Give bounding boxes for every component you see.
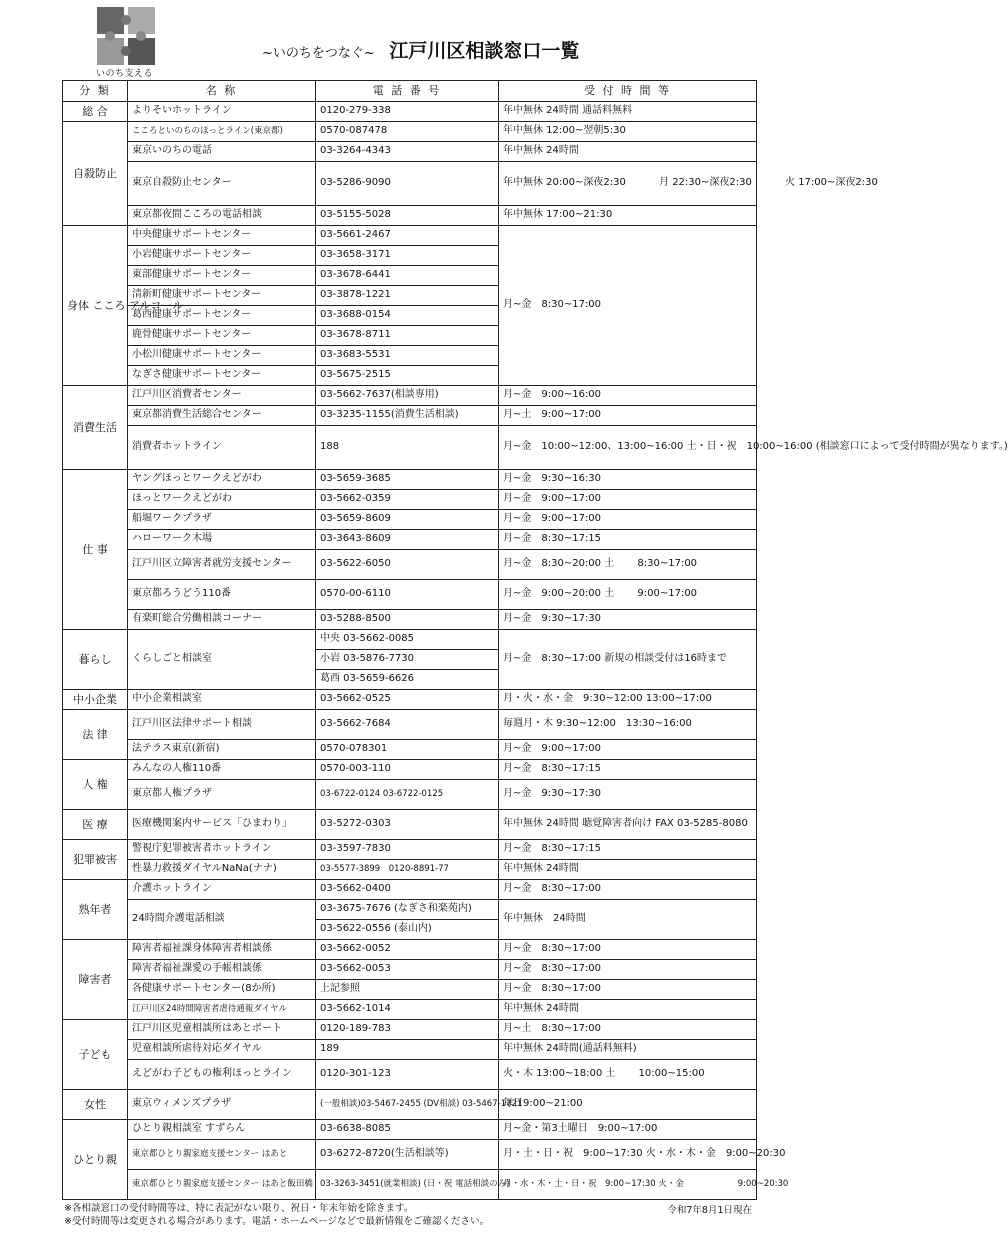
- hours-cell: 月~金 9:00~17:00: [499, 740, 757, 760]
- phone-number: 03-3643-8609: [316, 530, 499, 550]
- table-row: [63, 142, 757, 162]
- phone-number: (一般相談)03-5467-2455 (DV相談) 03-5467-1721: [316, 1090, 499, 1120]
- hours-cell: 月~金 9:30~17:30: [499, 780, 757, 810]
- service-name: 葛西健康サポートセンター: [128, 306, 316, 326]
- category-cell: 人 権: [63, 760, 128, 810]
- table-row: [63, 1140, 757, 1170]
- table-row: [63, 740, 757, 760]
- phone-number: 0570-003-110: [316, 760, 499, 780]
- table-row: [63, 226, 757, 246]
- hours-cell: 月~土 9:00~17:00: [499, 406, 757, 426]
- phone-number: 03-3678-6441: [316, 266, 499, 286]
- hours-cell: 毎週月・木 9:30~12:00 13:30~16:00: [499, 710, 757, 740]
- service-name: 東京都ろうどう110番: [128, 580, 316, 610]
- table-row: [63, 550, 757, 580]
- phone-number: 03-5272-0303: [316, 810, 499, 840]
- phone-number: 03-5662-0052: [316, 940, 499, 960]
- col-phone-header: 電 話 番 号: [316, 81, 499, 102]
- phone-number: 03-5659-3685: [316, 470, 499, 490]
- table-row: [63, 900, 757, 920]
- phone-number: 03-3658-3171: [316, 246, 499, 266]
- table-body: [63, 102, 1008, 1200]
- service-name: ハローワーク木場: [128, 530, 316, 550]
- table-row: [63, 610, 757, 630]
- phone-number: 0570-078301: [316, 740, 499, 760]
- hours-cell: 月~金 9:30~16:30: [499, 470, 757, 490]
- service-name: 性暴力救援ダイヤルNaNa(ナナ): [128, 860, 316, 880]
- hours-cell: 月~金 9:30~17:30: [499, 610, 757, 630]
- table-row: [63, 960, 757, 980]
- phone-number: 03-5675-2515: [316, 366, 499, 386]
- phone-number: 188: [316, 426, 499, 470]
- hours-cell: 年中無休 24時間: [499, 1000, 757, 1020]
- phone-number: 03-3878-1221: [316, 286, 499, 306]
- table-row: [63, 1090, 757, 1120]
- hours-cell: 年中無休 24時間: [499, 900, 757, 940]
- hours-cell: 年中無休 17:00~21:30: [499, 206, 757, 226]
- footer-note: ※受付時間等は変更される場合があります。電話・ホームページなどで最新情報をご確認ください。: [64, 1216, 490, 1228]
- phone-number: 0120-301-123: [316, 1060, 499, 1090]
- hours-cell: 月・土・日・祝 9:00~17:30 火・水・木・金 9:00~20:30: [499, 1140, 757, 1170]
- table-row: [63, 1020, 757, 1040]
- phone-number: 03-5577-3899 0120-8891-77: [316, 860, 499, 880]
- hours-cell: 月~金 8:30~17:00: [499, 960, 757, 980]
- service-name: こころといのちのほっとライン(東京都): [128, 122, 316, 142]
- service-name: 東京いのちの電話: [128, 142, 316, 162]
- category-cell: 犯罪被害: [63, 840, 128, 880]
- service-name: 医療機関案内サービス「ひまわり」: [128, 810, 316, 840]
- service-name: 有楽町総合労働相談コーナー: [128, 610, 316, 630]
- phone-number: 03-3597-7830: [316, 840, 499, 860]
- phone-number: 03-5662-7684: [316, 710, 499, 740]
- table-row: [63, 710, 757, 740]
- table-row: [63, 1170, 757, 1200]
- service-name: 江戸川区24時間障害者虐待通報ダイヤル: [128, 1000, 316, 1020]
- logo-caption: いのち支える: [96, 69, 154, 79]
- phone-number: 03-5662-0359: [316, 490, 499, 510]
- phone-number: 03-5662-7637(相談専用): [316, 386, 499, 406]
- hours-cell: 月~金・第3土曜日 9:00~17:00: [499, 1120, 757, 1140]
- table-row: [63, 1060, 757, 1090]
- hours-cell: 年中無休 24時間: [499, 860, 757, 880]
- table-row: [63, 690, 757, 710]
- service-name: 中央健康サポートセンター: [128, 226, 316, 246]
- table-row: [63, 470, 757, 490]
- table-row: [63, 162, 757, 206]
- category-cell: 法 律: [63, 710, 128, 760]
- service-name: 東京都人権プラザ: [128, 780, 316, 810]
- phone-number: 03-3675-7676 (なぎさ和楽苑内): [316, 900, 499, 920]
- category-cell: 自殺防止: [63, 122, 128, 226]
- phone-number: 03-5662-0053: [316, 960, 499, 980]
- hours-cell: 年中無休 24時間: [499, 142, 757, 162]
- phone-number: 03-6722-0124 03-6722-0125: [316, 780, 499, 810]
- phone-number: 03-5155-5028: [316, 206, 499, 226]
- service-name: 船堀ワークプラザ: [128, 510, 316, 530]
- phone-number: 03-3263-3451(就業相談) (日・祝 電話相談のみ): [316, 1170, 499, 1200]
- page-tagline: ~いのちをつなぐ~: [262, 46, 375, 61]
- hours-cell: 月・水・木・土・日・祝 9:00~17:30 火・金 9:00~20:30: [499, 1170, 757, 1200]
- service-name: 介護ホットライン: [128, 880, 316, 900]
- table-row: [63, 980, 757, 1000]
- service-name: 江戸川区児童相談所はあとポート: [128, 1020, 316, 1040]
- table-row: [63, 206, 757, 226]
- hours-cell: 年中無休 24時間 通話料無料: [499, 102, 757, 122]
- table-row: [63, 760, 757, 780]
- service-name: 法テラス東京(新宿): [128, 740, 316, 760]
- service-name: 清新町健康サポートセンター: [128, 286, 316, 306]
- category-cell: 総 合: [63, 102, 128, 122]
- category-cell: 障害者: [63, 940, 128, 1020]
- hours-cell: 年中無休 20:00~深夜2:30 月 22:30~深夜2:30 火 17:00~深夜2:30: [499, 162, 757, 206]
- service-name: みんなの人権110番: [128, 760, 316, 780]
- phone-number: 03-3688-0154: [316, 306, 499, 326]
- service-name: 東部健康サポートセンター: [128, 266, 316, 286]
- consultation-table: [62, 80, 1008, 1200]
- phone-number: 03-5659-8609: [316, 510, 499, 530]
- hours-cell: 月~金 8:30~17:00: [499, 880, 757, 900]
- category-cell: 医 療: [63, 810, 128, 840]
- col-category-header: 分 類: [63, 81, 128, 102]
- hours-cell: 月~金 8:30~17:15: [499, 840, 757, 860]
- service-name: ほっとワークえどがわ: [128, 490, 316, 510]
- category-cell: 中小企業: [63, 690, 128, 710]
- service-name: なぎさ健康サポートセンター: [128, 366, 316, 386]
- hours-cell: 月~金 9:00~17:00: [499, 510, 757, 530]
- service-name: ヤングほっとワークえどがわ: [128, 470, 316, 490]
- table-row: [63, 102, 757, 122]
- table-row: [63, 122, 757, 142]
- hours-cell: 月~土 8:30~17:00: [499, 1020, 757, 1040]
- table-row: [63, 1000, 757, 1020]
- table-row: [63, 406, 757, 426]
- hours-cell: 毎日9:00~21:00: [499, 1090, 757, 1120]
- service-name: 小松川健康サポートセンター: [128, 346, 316, 366]
- category-cell: ひとり親: [63, 1120, 128, 1200]
- phone-number: 小岩 03-5876-7730: [316, 650, 499, 670]
- service-name: よりそいホットライン: [128, 102, 316, 122]
- page-title-text: 江戸川区相談窓口一覧: [389, 40, 580, 62]
- service-name: えどがわ子どもの権利ほっとライン: [128, 1060, 316, 1090]
- service-name: 東京都夜間こころの電話相談: [128, 206, 316, 226]
- hours-cell: 火・木 13:00~18:00 土 10:00~15:00: [499, 1060, 757, 1090]
- service-name: 消費者ホットライン: [128, 426, 316, 470]
- table-row: [63, 426, 757, 470]
- service-name: 江戸川区法律サポート相談: [128, 710, 316, 740]
- hours-cell: 月~金 9:00~16:00: [499, 386, 757, 406]
- service-name: くらしごと相談室: [128, 630, 316, 690]
- phone-number: 03-5661-2467: [316, 226, 499, 246]
- service-name: 鹿骨健康サポートセンター: [128, 326, 316, 346]
- hours-cell: 月~金 8:30~17:15: [499, 760, 757, 780]
- table-row: [63, 580, 757, 610]
- service-name: 小岩健康サポートセンター: [128, 246, 316, 266]
- phone-number: 0120-279-338: [316, 102, 499, 122]
- category-cell: 女性: [63, 1090, 128, 1120]
- table-row: [63, 940, 757, 960]
- category-cell: 仕 事: [63, 470, 128, 630]
- phone-number: 03-3235-1155(消費生活相談): [316, 406, 499, 426]
- table-row: [63, 1120, 757, 1140]
- page-title: [262, 36, 579, 63]
- hours-cell: 年中無休 24時間(通話料無料): [499, 1040, 757, 1060]
- service-name: 中小企業相談室: [128, 690, 316, 710]
- phone-number: 03-5662-1014: [316, 1000, 499, 1020]
- hours-cell: 年中無休 12:00~翌朝5:30: [499, 122, 757, 142]
- phone-number: 03-3678-8711: [316, 326, 499, 346]
- phone-number: 葛西 03-5659-6626: [316, 670, 499, 690]
- hours-cell: 月~金 10:00~12:00、13:00~16:00 土・日・祝 10:00~16:00 (相談窓口によって受付時間が異なります。): [499, 426, 757, 470]
- phone-number: 03-5288-8500: [316, 610, 499, 630]
- category-cell: 熟年者: [63, 880, 128, 940]
- service-name: 東京自殺防止センター: [128, 162, 316, 206]
- table-row: [63, 840, 757, 860]
- phone-number: 03-5622-0556 (泰山内): [316, 920, 499, 940]
- table-header-row: [63, 81, 757, 102]
- footer-notes: [64, 1202, 489, 1229]
- service-name: 児童相談所虐待対応ダイヤル: [128, 1040, 316, 1060]
- col-hours-header: 受 付 時 間 等: [499, 81, 757, 102]
- service-name: 各健康サポートセンター(8か所): [128, 980, 316, 1000]
- phone-number: 0570-00-6110: [316, 580, 499, 610]
- service-name: ひとり親相談室 すずらん: [128, 1120, 316, 1140]
- table-row: [63, 860, 757, 880]
- table-row: [63, 530, 757, 550]
- hours-cell: 年中無休 24時間 聴覚障害者向け FAX 03-5285-8080: [499, 810, 757, 840]
- service-name: 警視庁犯罪被害者ホットライン: [128, 840, 316, 860]
- phone-number: 03-5286-9090: [316, 162, 499, 206]
- phone-number: 上記参照: [316, 980, 499, 1000]
- hours-cell: 月~金 8:30~17:00: [499, 940, 757, 960]
- table-row: [63, 386, 757, 406]
- phone-number: 03-5662-0400: [316, 880, 499, 900]
- service-name: 24時間介護電話相談: [128, 900, 316, 940]
- phone-number: 03-3264-4343: [316, 142, 499, 162]
- hours-cell: 月~金 8:30~17:15: [499, 530, 757, 550]
- phone-number: 03-6272-8720(生活相談等): [316, 1140, 499, 1170]
- hours-cell: 月~金 9:00~20:00 土 9:00~17:00: [499, 580, 757, 610]
- table-row: [63, 510, 757, 530]
- category-cell: 消費生活: [63, 386, 128, 470]
- table-row: [63, 880, 757, 900]
- hours-cell: 月~金 8:30~20:00 土 8:30~17:00: [499, 550, 757, 580]
- phone-number: 03-5622-6050: [316, 550, 499, 580]
- phone-number: 0120-189-783: [316, 1020, 499, 1040]
- phone-number: 03-5662-0525: [316, 690, 499, 710]
- service-name: 東京ウィメンズプラザ: [128, 1090, 316, 1120]
- table-row: [63, 810, 757, 840]
- service-name: 江戸川区消費者センター: [128, 386, 316, 406]
- service-name: 江戸川区立障害者就労支援センター: [128, 550, 316, 580]
- col-name-header: 名 称: [128, 81, 316, 102]
- hours-cell: 月~金 8:30~17:00: [499, 226, 757, 386]
- hours-cell: 月~金 9:00~17:00: [499, 490, 757, 510]
- hours-cell: 月・火・水・金 9:30~12:00 13:00~17:00: [499, 690, 757, 710]
- hours-cell: 月~金 8:30~17:00: [499, 980, 757, 1000]
- logo: [95, 5, 157, 67]
- phone-number: 中央 03-5662-0085: [316, 630, 499, 650]
- service-name: 障害者福祉課身体障害者相談係: [128, 940, 316, 960]
- phone-number: 03-6638-8085: [316, 1120, 499, 1140]
- service-name: 障害者福祉課愛の手帳相談係: [128, 960, 316, 980]
- service-name: 東京都消費生活総合センター: [128, 406, 316, 426]
- category-cell: 暮らし: [63, 630, 128, 690]
- footer-note: ※各相談窓口の受付時間等は、特に表記がない限り、祝日・年末年始を除きます。: [64, 1203, 414, 1214]
- service-name: 東京都ひとり親家庭支援センター はあと: [128, 1140, 316, 1170]
- category-cell: 子ども: [63, 1020, 128, 1090]
- table-row: [63, 630, 757, 650]
- category-cell: 身体 こころ アルコール: [63, 226, 128, 386]
- phone-number: 189: [316, 1040, 499, 1060]
- table-row: [63, 780, 757, 810]
- phone-number: 0570-087478: [316, 122, 499, 142]
- table-row: [63, 1040, 757, 1060]
- service-name: 東京都ひとり親家庭支援センター はあと飯田橋: [128, 1170, 316, 1200]
- as-of-date: 令和7年8月1日現在: [667, 1205, 752, 1216]
- hours-cell: 月~金 8:30~17:00 新規の相談受付は16時まで: [499, 630, 757, 690]
- table-row: [63, 490, 757, 510]
- phone-number: 03-3683-5531: [316, 346, 499, 366]
